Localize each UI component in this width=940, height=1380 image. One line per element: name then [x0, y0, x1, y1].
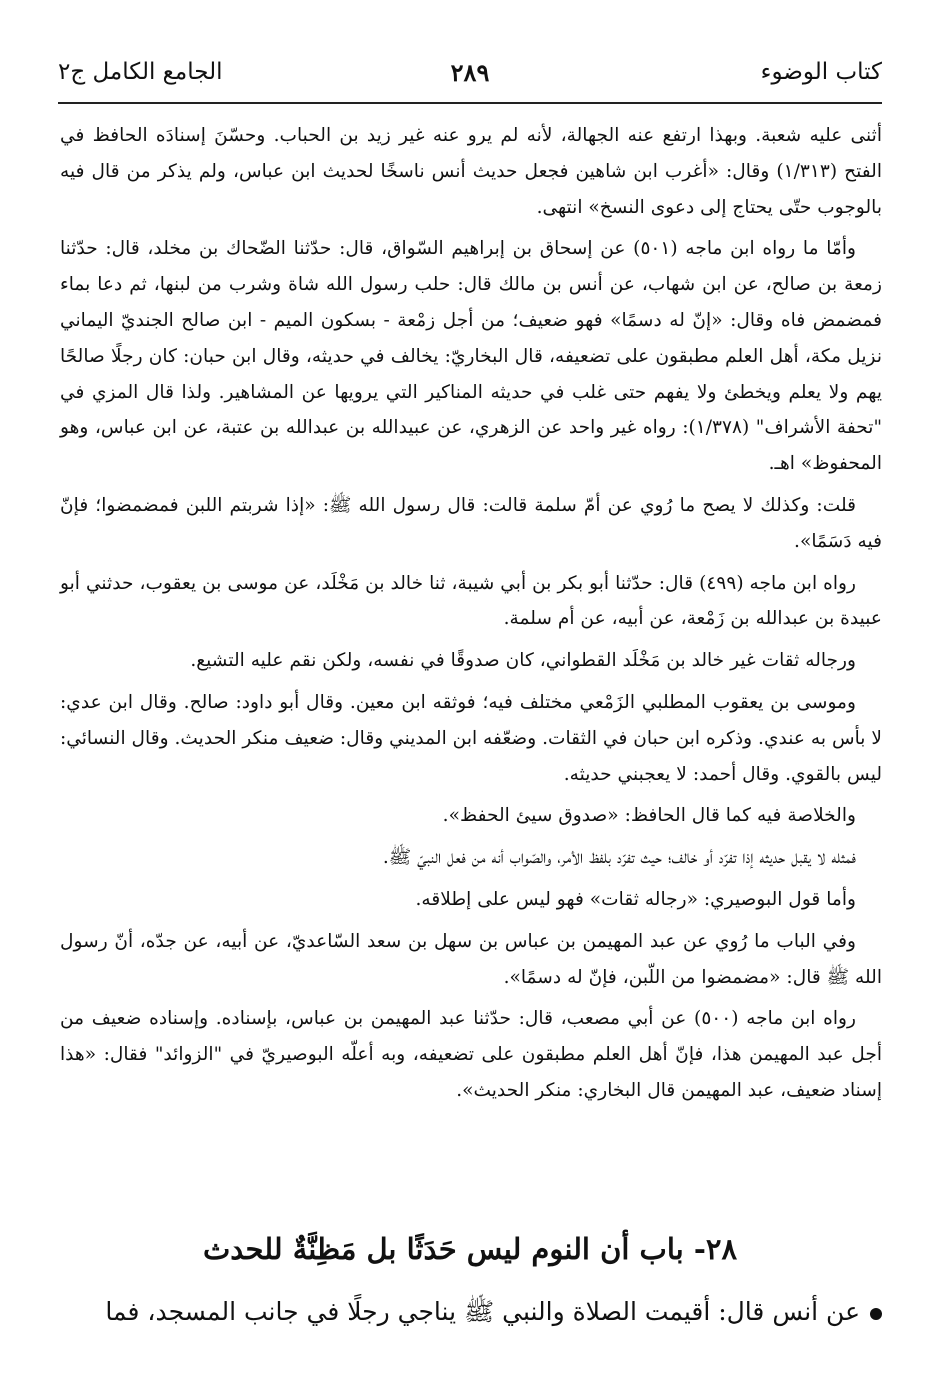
paragraph: رواه ابن ماجه (٥٠٠) عن أبي مصعب، قال: حدّثنا عبد المهيمن بن عباس، بإسناده. وإسناده ضعيف من أجل عبد المهيمن هذا، فإنّ أهل العلم مطبقون على تضعيفه، وبه أعلّه البوصيريّ في "الزوائد" فقال: «هذا إسناد ضعيف، عبد المهيمن قال البخاري: منكر الحديث». [60, 1008, 882, 1101]
bullet-icon [870, 1308, 882, 1320]
paragraph: ورجاله ثقات غير خالد بن مَخْلَد القطواني، كان صدوقًا في نفسه، ولكن نقم عليه التشيع. [190, 650, 856, 672]
chapter-running-title: كتاب الوضوء [760, 59, 882, 85]
paragraph: وفي الباب ما رُوي عن عبد المهيمن بن عباس بن سهل بن سعد السّاعديّ، عن أبيه، عن جدّه، أنّ رسول الله ﷺ قال: «مضمضوا من اللّبن، فإنّ له دسمًا». [60, 930, 882, 988]
paragraph: قلت: وكذلك لا يصح ما رُوي عن أمّ سلمة قالت: قال رسول الله ﷺ: «إذا شربتم اللبن فمضمضوا؛ فإنّ فيه دَسَمًا». [60, 494, 882, 552]
hadith-text [58, 1290, 882, 1334]
paragraph: وأمّا ما رواه ابن ماجه (٥٠١) عن إسحاق بن إبراهيم السّواق، قال: حدّثنا الضّحاك بن مخلد، قال: حدّثنا زمعة بن صالح، عن ابن شهاب، عن أنس بن مالك قال: حلب رسول الله شاة وشرب من لبنها، ثم دعا بماء فمضمض فاه وقال: «إنّ له دسمًا» فهو ضعيف؛ من أجل زمْعة - بسكون الميم - ابن صالح الجنديّ اليماني نزيل مكة، أهل العلم مطبقون على تضعيفه، قال البخاريّ: يخالف في حديثه، وقال ابن حبان: كان رجلًا صالحًا يهم ولا يعلم ويخطئ ولا يفهم حتى غلب في حديثه المناكير التي يرويها عن المشاهير. ولذا قال المزي في "تحفة الأشراف" (١/٣٧٨): رواه غير واحد عن الزهري، عن عبيدالله بن عبدالله بن عتبة، عن ابن عباس، وهو المحفوظ» اهـ. [60, 238, 882, 475]
chapter-heading: ٢٨- باب أن النوم ليس حَدَثًا بل مَظِنَّةٌ للحدث [202, 1232, 738, 1266]
paragraph: فمثله لا يقبل حديثه إذا تفرّد أو خالف؛ حيث تفرّد بلفظ الأمر، والصّواب أنه من فعل النبيّ ﷺ. [382, 847, 856, 869]
book-running-title: الجامع الكامل ج٢ [58, 59, 223, 85]
paragraph: والخلاصة فيه كما قال الحافظ: «صدوق سيئ الحفظ». [442, 805, 856, 827]
page-number: ٢٨٩ [450, 57, 490, 87]
paragraph: أثنى عليه شعبة. وبهذا ارتفع عنه الجهالة، لأنه لم يرو عنه غير زيد بن الحباب. وحسّنَ إسنادَه الحافظ في الفتح (١/٣١٣) وقال: «أغرب ابن شاهين فجعل حديث أنس ناسخًا لحديث ابن عباس، ولم يذكر من قال فيه بالوجوب حتّى يحتاج إلى دعوى النسخ» انتهى. [60, 125, 882, 218]
header-rule [58, 102, 882, 104]
paragraph: وأما قول البوصيري: «رجاله ثقات» فهو ليس على إطلاقه. [415, 888, 856, 910]
hadith-line: عن أنس قال: أقيمت الصلاة والنبي ﷺ يناجي رجلًا في جانب المسجد، فما [105, 1297, 860, 1326]
page-header [58, 52, 882, 92]
paragraph: رواه ابن ماجه (٤٩٩) قال: حدّثنا أبو بكر بن أبي شيبة، ثنا خالد بن مَخْلَد، عن موسى بن يعقوب، حدثني أبو عبيدة بن عبدالله بن زَمْعة، عن أبيه، عن أم سلمة. [60, 572, 882, 630]
page-body [60, 118, 882, 1109]
paragraph: وموسى بن يعقوب المطلبي الزَمْعي مختلف فيه؛ فوثقه ابن معين. وقال أبو داود: صالح. وقال ابن عدي: لا بأس به عندي. وذكره ابن حبان في الثقات. وضعّفه ابن المديني وقال: ضعيف منكر الحديث. وقال النسائي: ليس بالقوي. وقال أحمد: لا يعجبني حديثه. [60, 691, 882, 785]
